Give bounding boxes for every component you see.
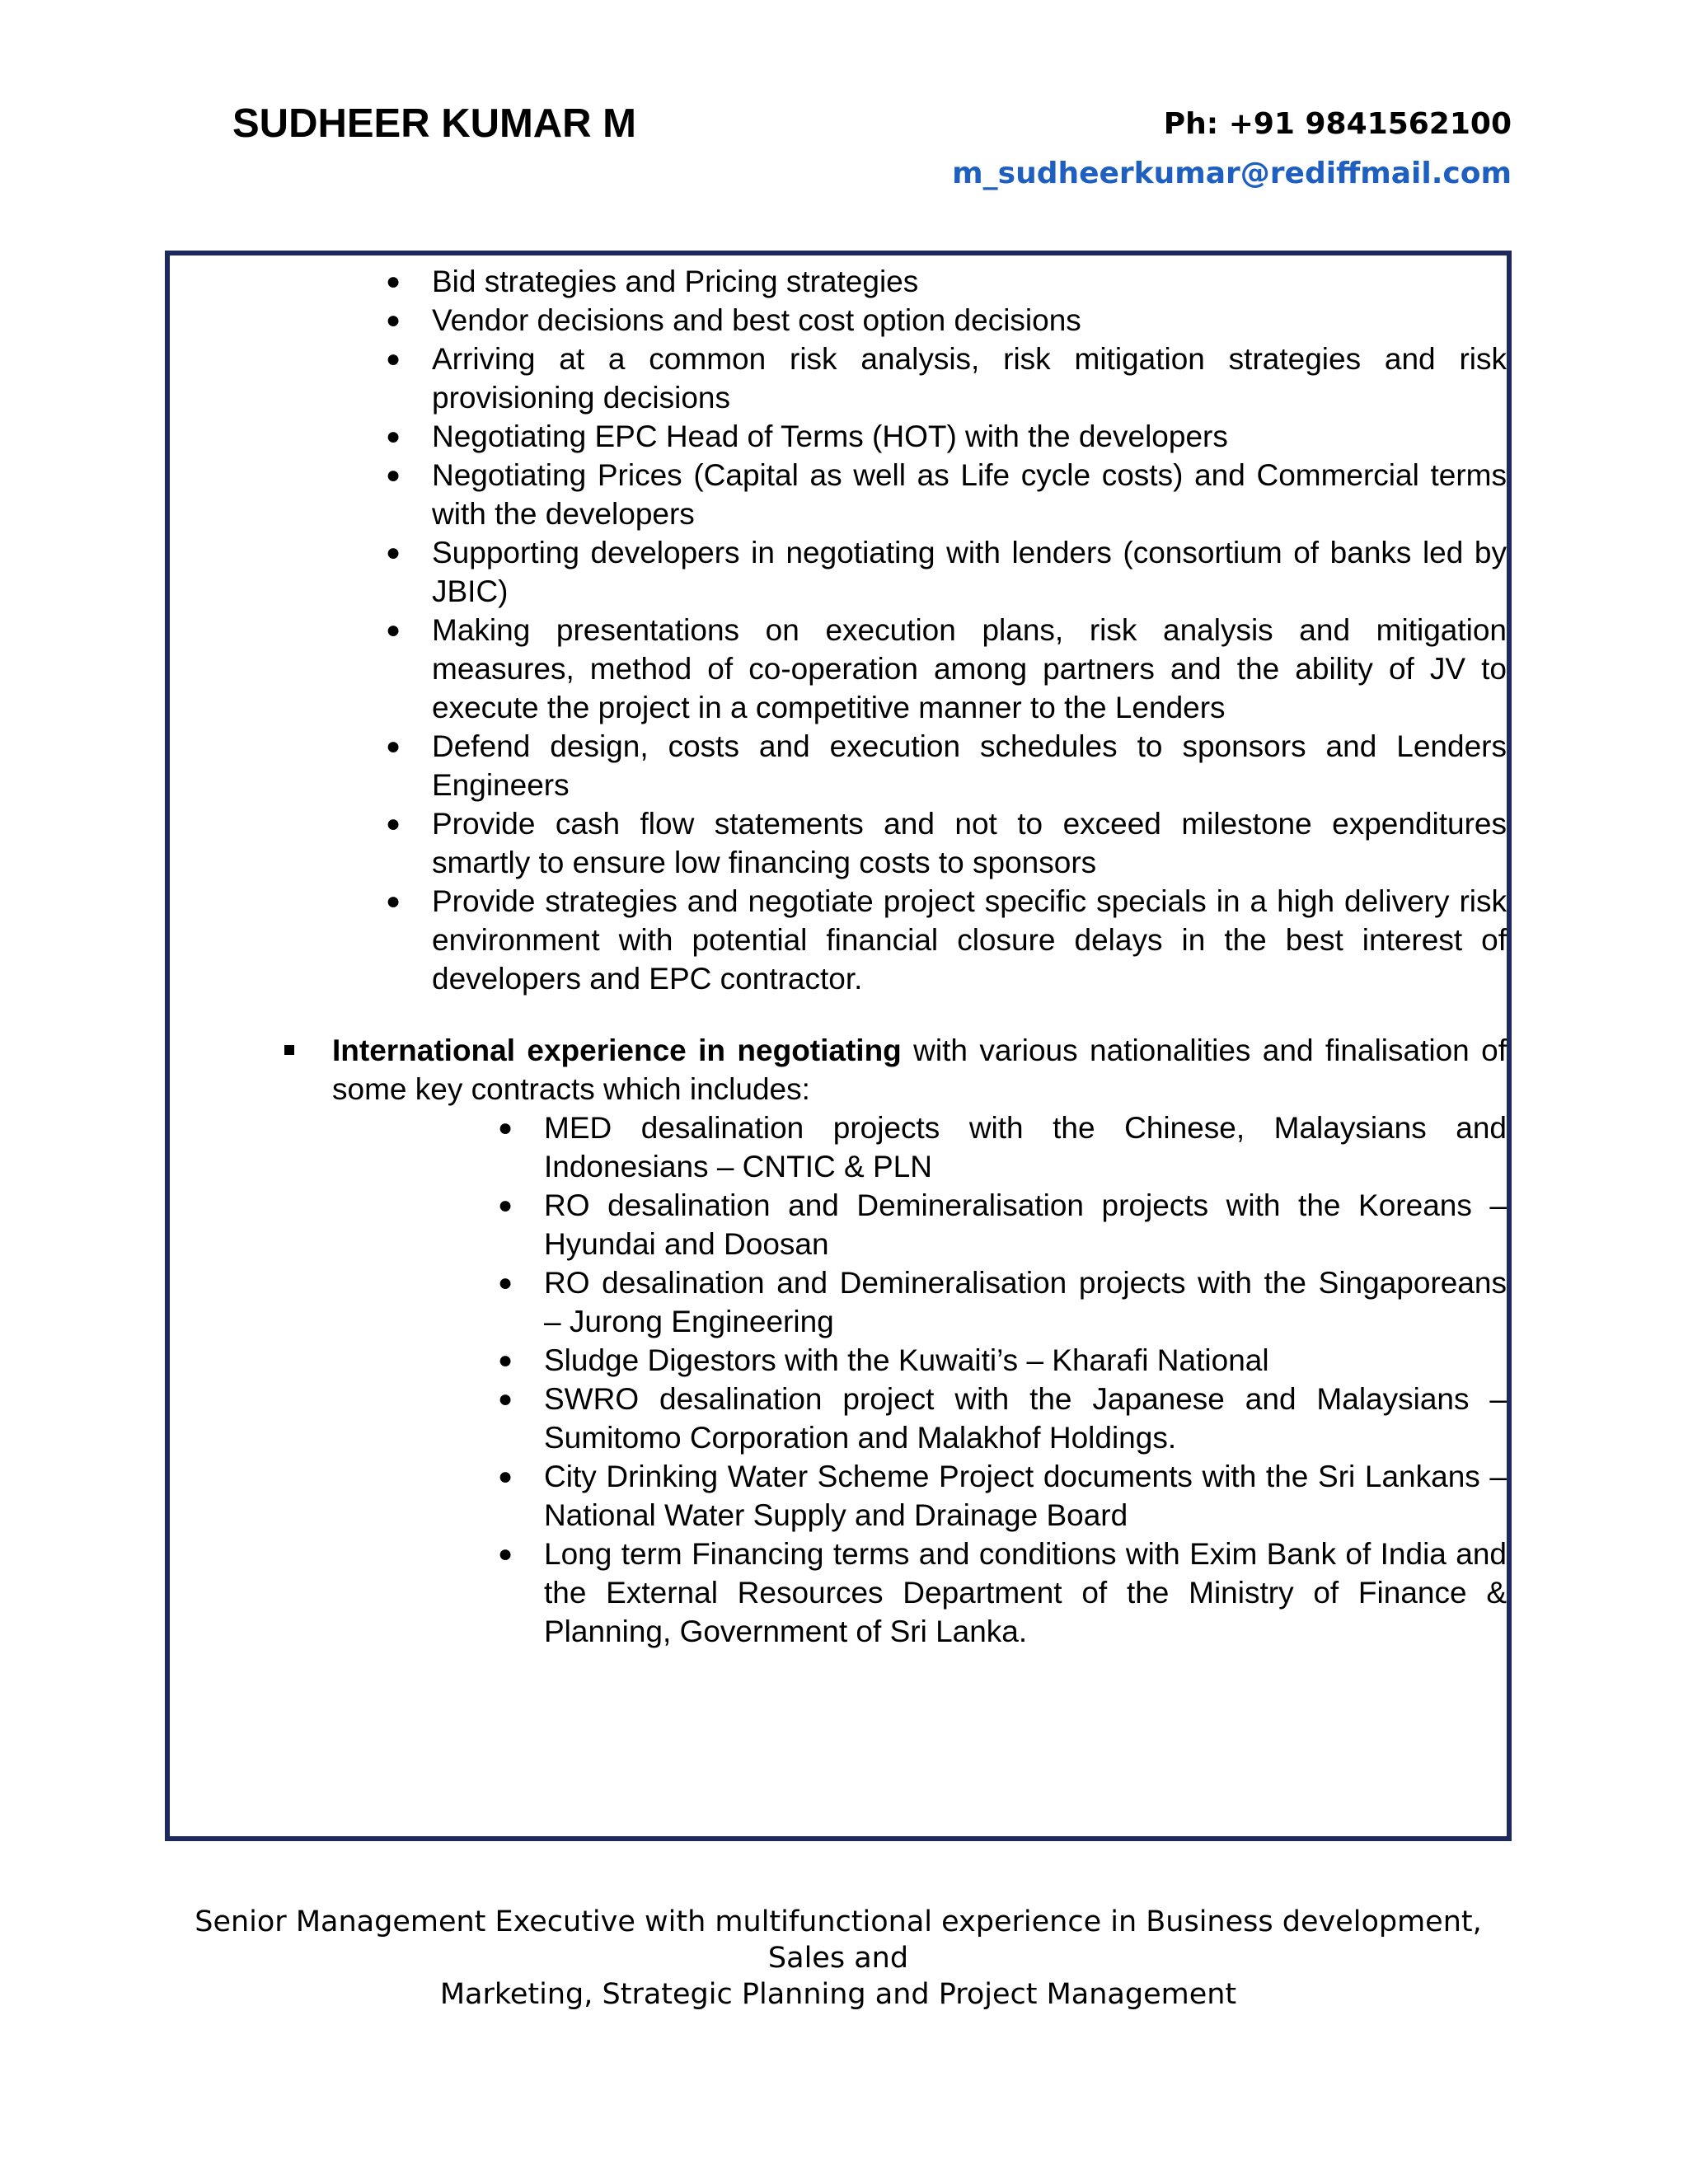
content-box (165, 251, 1512, 1841)
email-address[interactable]: m_sudheerkumar@rediffmail.com (952, 157, 1512, 190)
list-item: ● City Drinking Water Scheme Project documents with the Sri Lankans – National Water Supply and Drainage Board (544, 1457, 1507, 1535)
bullet-icon: ● (386, 810, 401, 837)
bullet-icon: ● (386, 268, 401, 295)
content-body (170, 262, 1507, 1651)
list-item: ● Defend design, costs and execution schedules to sponsors and Lenders Engineers (432, 727, 1507, 804)
bullet-icon: ● (498, 1192, 513, 1219)
list-item: ● Bid strategies and Pricing strategies (432, 262, 1507, 301)
list-item: ● Provide strategies and negotiate project specific specials in a high delivery risk environment with potential financial closure delays in the best interest of developers and EPC contractor. (432, 882, 1507, 998)
phone-number: Ph: +91 9841562100 (1163, 107, 1512, 141)
bullet-icon: ● (498, 1114, 513, 1141)
page-footer (165, 1904, 1512, 2013)
candidate-name: SUDHEER KUMAR M (232, 101, 636, 146)
bullet-icon: ● (498, 1385, 513, 1413)
list-item: ● Vendor decisions and best cost option decisions (432, 301, 1507, 340)
bullet-icon: ● (498, 1540, 513, 1568)
list-item: ● Making presentations on execution plans, risk analysis and mitigation measures, method of co-operation among partners and the ability of JV to execute the project in a competitive manner to the Lenders (432, 611, 1507, 727)
list-item: ● Sludge Digestors with the Kuwaiti’s – Kharafi National (544, 1341, 1507, 1380)
bullet-icon: ● (386, 307, 401, 334)
bullet-icon: ● (386, 539, 401, 566)
list-item: ● Negotiating EPC Head of Terms (HOT) with the developers (432, 417, 1507, 456)
responsibility-list (170, 262, 1507, 998)
list-item: ● SWRO desalination project with the Japanese and Malaysians – Sumitomo Corporation and Malakhof Holdings. (544, 1380, 1507, 1457)
international-contract-list (170, 1108, 1507, 1651)
footer-summary-line-2: Marketing, Strategic Planning and Project Management (439, 1978, 1237, 2011)
page-header (232, 99, 1512, 206)
list-item: ● Supporting developers in negotiating with lenders (consortium of banks led by JBIC) (432, 533, 1507, 611)
list-item: ● Long term Financing terms and conditions with Exim Bank of India and the External Resources Department of the Ministry of Finance & Planning, Government of Sri Lanka. (544, 1535, 1507, 1651)
list-item: ● Provide cash flow statements and not to exceed milestone expenditures smartly to ensure low financing costs to sponsors (432, 804, 1507, 882)
bullet-icon: ● (498, 1463, 513, 1490)
bullet-icon: ● (386, 888, 401, 915)
bullet-icon: ● (498, 1269, 513, 1296)
list-item: ● RO desalination and Demineralisation projects with the Koreans – Hyundai and Doosan (544, 1186, 1507, 1263)
international-experience-text: with various nationalities and finalisation of some key contracts which includes: (332, 1033, 1507, 1106)
list-item: ● MED desalination projects with the Chinese, Malaysians and Indonesians – CNTIC & PLN (544, 1108, 1507, 1186)
list-item: ● Arriving at a common risk analysis, risk mitigation strategies and risk provisioning decisions (432, 340, 1507, 417)
list-item: ● RO desalination and Demineralisation projects with the Singaporeans – Jurong Engineering (544, 1263, 1507, 1341)
bullet-icon: ● (386, 345, 401, 373)
bullet-icon: ● (386, 423, 401, 450)
bullet-icon: ● (386, 733, 401, 760)
bullet-icon: ● (386, 616, 401, 644)
bullet-icon: ● (498, 1347, 513, 1374)
square-bullet-icon (284, 1045, 294, 1055)
international-experience-lead: International experience in negotiating (332, 1033, 902, 1067)
international-experience-item (332, 1031, 1507, 1108)
footer-summary-line-1: Senior Management Executive with multifunctional experience in Business development, Sales and (195, 1905, 1482, 1975)
list-item: ● Negotiating Prices (Capital as well as Life cycle costs) and Commercial terms with the developers (432, 456, 1507, 533)
bullet-icon: ● (386, 462, 401, 489)
